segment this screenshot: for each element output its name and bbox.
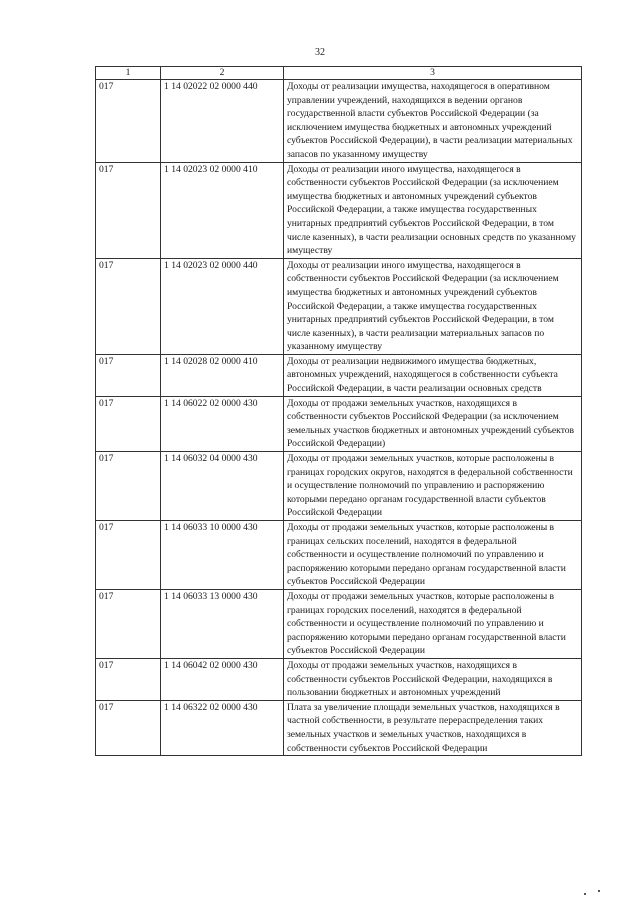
description-cell: Доходы от продажи земельных участков, которые расположены в границах городских округов, находятся в федеральной собственности и осуществление полномочий по управлению и распоряжению которыми передано органам государственной власти субъектов Российской Федерации	[284, 452, 582, 521]
budget-code-cell: 1 14 06033 10 0000 430	[161, 521, 284, 590]
budget-code-cell: 1 14 06033 13 0000 430	[161, 589, 284, 658]
admin-code-cell: 017	[96, 80, 161, 163]
description-cell: Доходы от реализации недвижимого имущества бюджетных, автономных учреждений, находящегося в собственности субъекта Российской Федерации, в части реализации основных средств	[284, 354, 582, 396]
column-header-code: 2	[161, 67, 284, 80]
admin-code-cell: 017	[96, 162, 161, 258]
table-header-row	[96, 67, 582, 80]
scan-speck	[584, 893, 586, 895]
table-row	[96, 258, 582, 354]
admin-code-cell: 017	[96, 452, 161, 521]
budget-code-cell: 1 14 06322 02 0000 430	[161, 700, 284, 755]
admin-code-cell: 017	[96, 658, 161, 700]
description-cell: Плата за увеличение площади земельных участков, находящихся в частной собственности, в результате перераспределения таких земельных участков и земельных участков, находящихся в собственности субъектов Российской Федерации	[284, 700, 582, 755]
table-row	[96, 354, 582, 396]
budget-code-cell: 1 14 06032 04 0000 430	[161, 452, 284, 521]
budget-code-cell: 1 14 02022 02 0000 440	[161, 80, 284, 163]
admin-code-cell: 017	[96, 589, 161, 658]
scan-speck	[598, 890, 600, 892]
table-row	[96, 658, 582, 700]
admin-code-cell: 017	[96, 521, 161, 590]
budget-code-cell: 1 14 06022 02 0000 430	[161, 396, 284, 451]
table-row	[96, 700, 582, 755]
description-cell: Доходы от продажи земельных участков, которые расположены в границах городских поселений, находятся в федеральной собственности и осуществление полномочий по управлению и распоряжению которыми передано органам государственной власти субъектов Российской Федерации	[284, 589, 582, 658]
table-row	[96, 589, 582, 658]
column-header-admin: 1	[96, 67, 161, 80]
table-row	[96, 80, 582, 163]
column-header-description: 3	[284, 67, 582, 80]
budget-code-cell: 1 14 02023 02 0000 440	[161, 258, 284, 354]
description-cell: Доходы от продажи земельных участков, находящихся в собственности субъектов Российской Федерации (за исключением земельных участков бюджетных и автономных учреждений субъектов Российской Федерации)	[284, 396, 582, 451]
table-row	[96, 396, 582, 451]
table-row	[96, 452, 582, 521]
admin-code-cell: 017	[96, 396, 161, 451]
admin-code-cell: 017	[96, 258, 161, 354]
admin-code-cell: 017	[96, 354, 161, 396]
budget-code-cell: 1 14 02023 02 0000 410	[161, 162, 284, 258]
description-cell: Доходы от реализации имущества, находящегося в оперативном управлении учреждений, находящихся в ведении органов государственной власти субъектов Российской Федерации (за исключением имущества бюджетных и автономных учреждений субъектов Российской Федерации), в части реализации материальных запасов по указанному имуществу	[284, 80, 582, 163]
budget-code-cell: 1 14 06042 02 0000 430	[161, 658, 284, 700]
table-row	[96, 162, 582, 258]
description-cell: Доходы от продажи земельных участков, которые расположены в границах сельских поселений, находятся в федеральной собственности и осуществление полномочий по управлению и распоряжению которыми передано органам государственной власти субъектов Российской Федерации	[284, 521, 582, 590]
budget-code-cell: 1 14 02028 02 0000 410	[161, 354, 284, 396]
admin-code-cell: 017	[96, 700, 161, 755]
revenue-codes-table	[95, 66, 582, 756]
description-cell: Доходы от реализации иного имущества, находящегося в собственности субъектов Российской Федерации (за исключением имущества бюджетных и автономных учреждений субъектов Российской Федерации, а также имущества государственных унитарных предприятий субъектов Российской Федерации, в том числе казенных), в части реализации основных средств по указанному имуществу	[284, 162, 582, 258]
description-cell: Доходы от реализации иного имущества, находящегося в собственности субъектов Российской Федерации (за исключением имущества бюджетных и автономных учреждений субъектов Российской Федерации, а также имущества государственных унитарных предприятий субъектов Российской Федерации, в том числе казенных), в части реализации материальных запасов по указанному имуществу	[284, 258, 582, 354]
table-row	[96, 521, 582, 590]
page-number: 32	[315, 47, 325, 58]
description-cell: Доходы от продажи земельных участков, находящихся в собственности субъектов Российской Федерации, находящихся в пользовании бюджетных и автономных учреждений	[284, 658, 582, 700]
